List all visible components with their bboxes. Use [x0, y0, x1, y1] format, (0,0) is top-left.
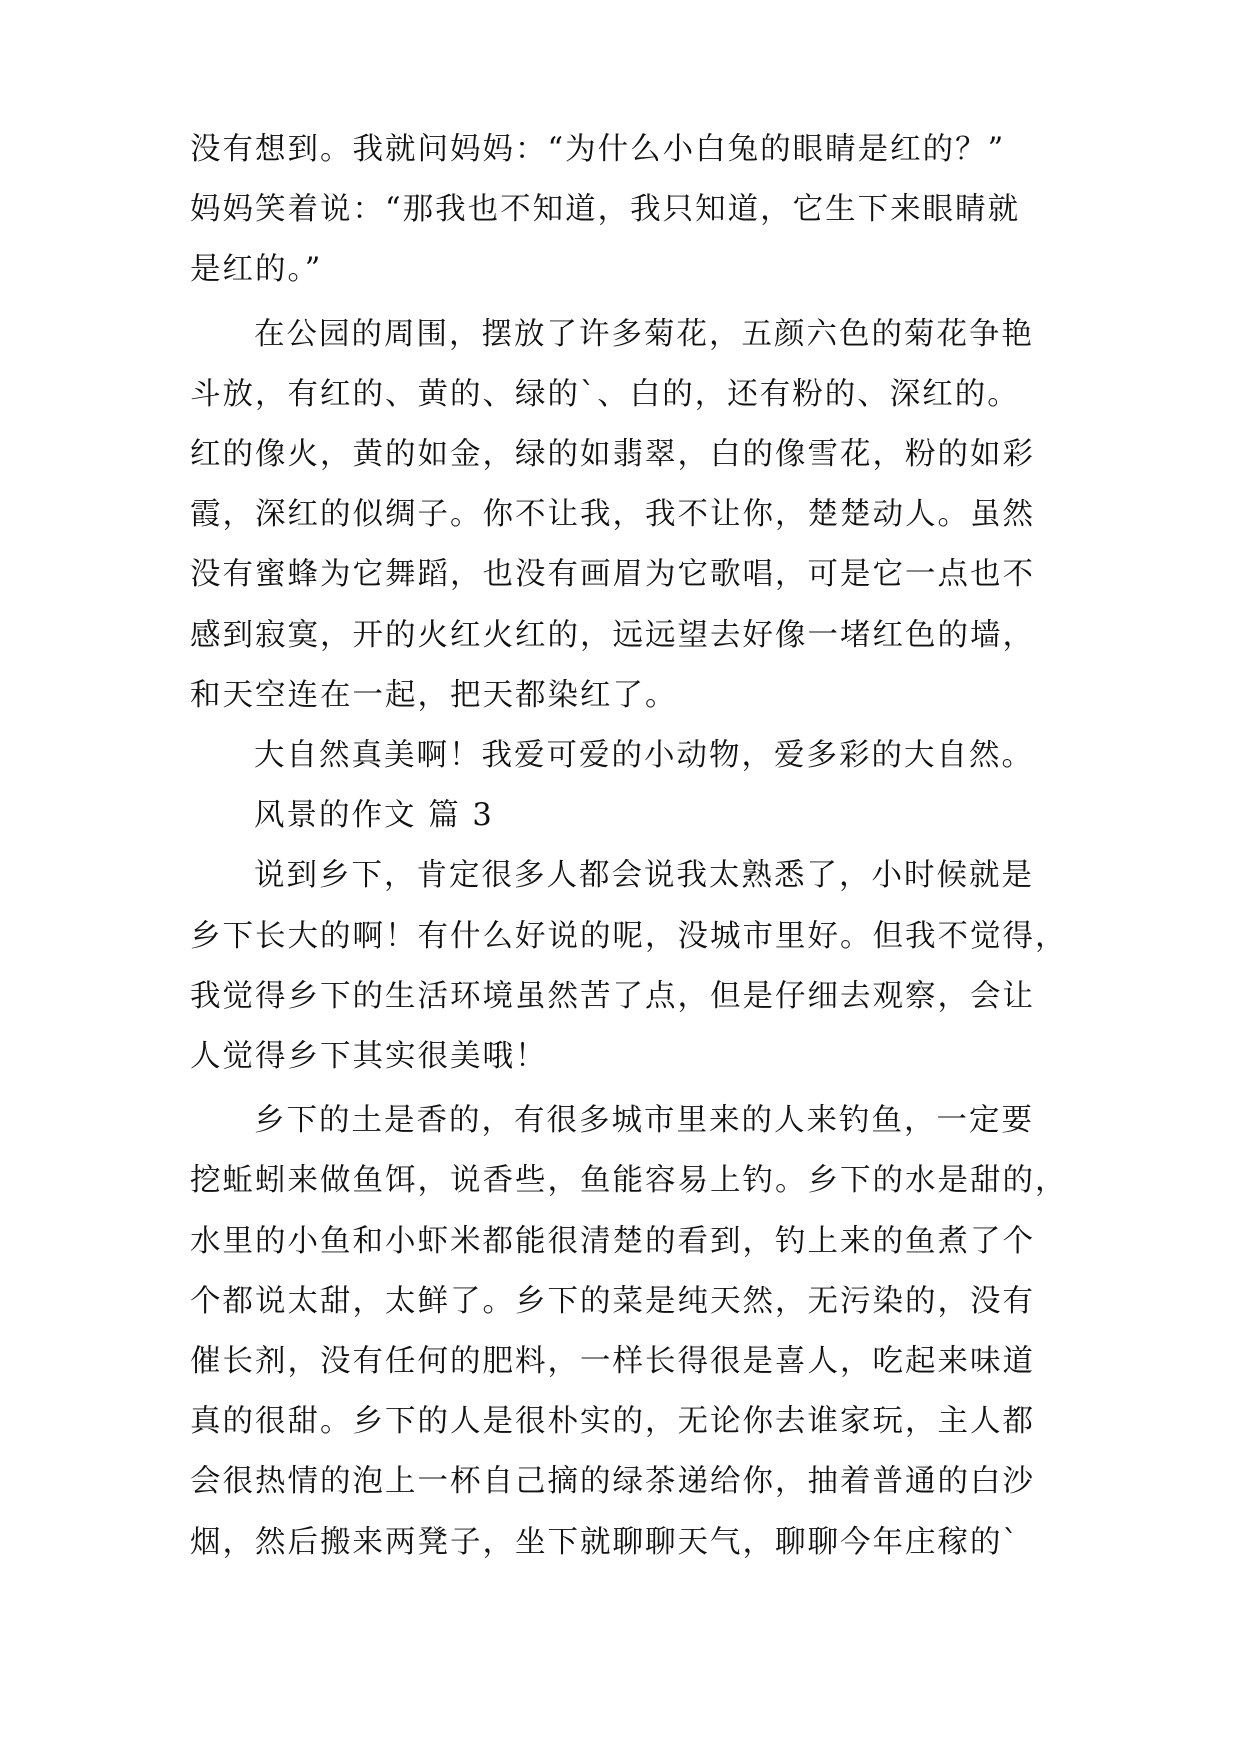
text-line: 大自然真美啊！我爱可爱的小动物，爱多彩的大自然。: [254, 738, 1034, 774]
text-line: 在公园的周围，摆放了许多菊花，五颜六色的菊花争艳: [254, 316, 1034, 352]
text-line: 乡下的土是香的，有很多城市里来的人来钓鱼，一定要: [254, 1103, 1034, 1139]
paragraph-continued: [190, 120, 1080, 301]
text-line: 感到寂寞，开的火红火红的，远远望去好像一堵红色的墙，: [190, 617, 1035, 653]
paragraph-nature-beauty: [190, 726, 1080, 786]
heading-text: 风景的作文 篇 3: [254, 798, 494, 834]
text-line: 红的像火，黄的如金，绿的如翡翠，白的像雪花，粉的如彩: [190, 437, 1035, 473]
text-line: 挖蚯蚓来做鱼饵，说香些，鱼能容易上钓。乡下的水是甜的，: [190, 1163, 1068, 1199]
text-line: 斗放，有红的、黄的、绿的`、白的，还有粉的、深红的。: [190, 376, 1020, 412]
text-line: 妈妈笑着说：“那我也不知道，我只知道，它生下来眼睛就: [190, 192, 1021, 228]
text-line: 霞，深红的似绸子。你不让我，我不让你，楚楚动人。虽然: [190, 497, 1035, 533]
text-line: 催长剂，没有任何的肥料，一样长得很是喜人，吃起来味道: [190, 1344, 1035, 1380]
text-line: 乡下长大的啊！有什么好说的呢，没城市里好。但我不觉得，: [190, 918, 1068, 954]
text-line: 真的很甜。乡下的人是很朴实的，无论你去谁家玩，主人都: [190, 1404, 1035, 1440]
text-line: 没有蜜蜂为它舞蹈，也没有画眉为它歌唱，可是它一点也不: [190, 557, 1035, 593]
paragraph-countryside-details: [190, 1091, 1080, 1573]
text-line: 和天空连在一起，把天都染红了。: [190, 677, 678, 713]
text-line: 水里的小鱼和小虾米都能很清楚的看到，钓上来的鱼煮了个: [190, 1223, 1035, 1259]
text-line: 会很热情的泡上一杯自己摘的绿茶递给你，抽着普通的白沙: [190, 1464, 1035, 1500]
text-line: 没有想到。我就问妈妈：“为什么小白兔的眼睛是红的？”: [190, 132, 1006, 167]
section-heading: [190, 786, 1080, 846]
text-line: 人觉得乡下其实很美哦！: [190, 1039, 548, 1075]
paragraph-countryside-intro: [190, 846, 1080, 1087]
text-line: 个都说太甜，太鲜了。乡下的菜是纯天然，无污染的，没有: [190, 1283, 1035, 1319]
text-line: 我觉得乡下的生活环境虽然苦了点，但是仔细去观察，会让: [190, 978, 1035, 1014]
document-page: [190, 120, 1080, 1573]
text-line: 是红的。”: [190, 252, 323, 288]
text-line: 烟，然后搬来两凳子，坐下就聊聊天气，聊聊今年庄稼的`: [190, 1524, 1020, 1560]
text-line: 说到乡下，肯定很多人都会说我太熟悉了，小时候就是: [254, 858, 1034, 894]
paragraph-chrysanthemums: [190, 305, 1080, 726]
